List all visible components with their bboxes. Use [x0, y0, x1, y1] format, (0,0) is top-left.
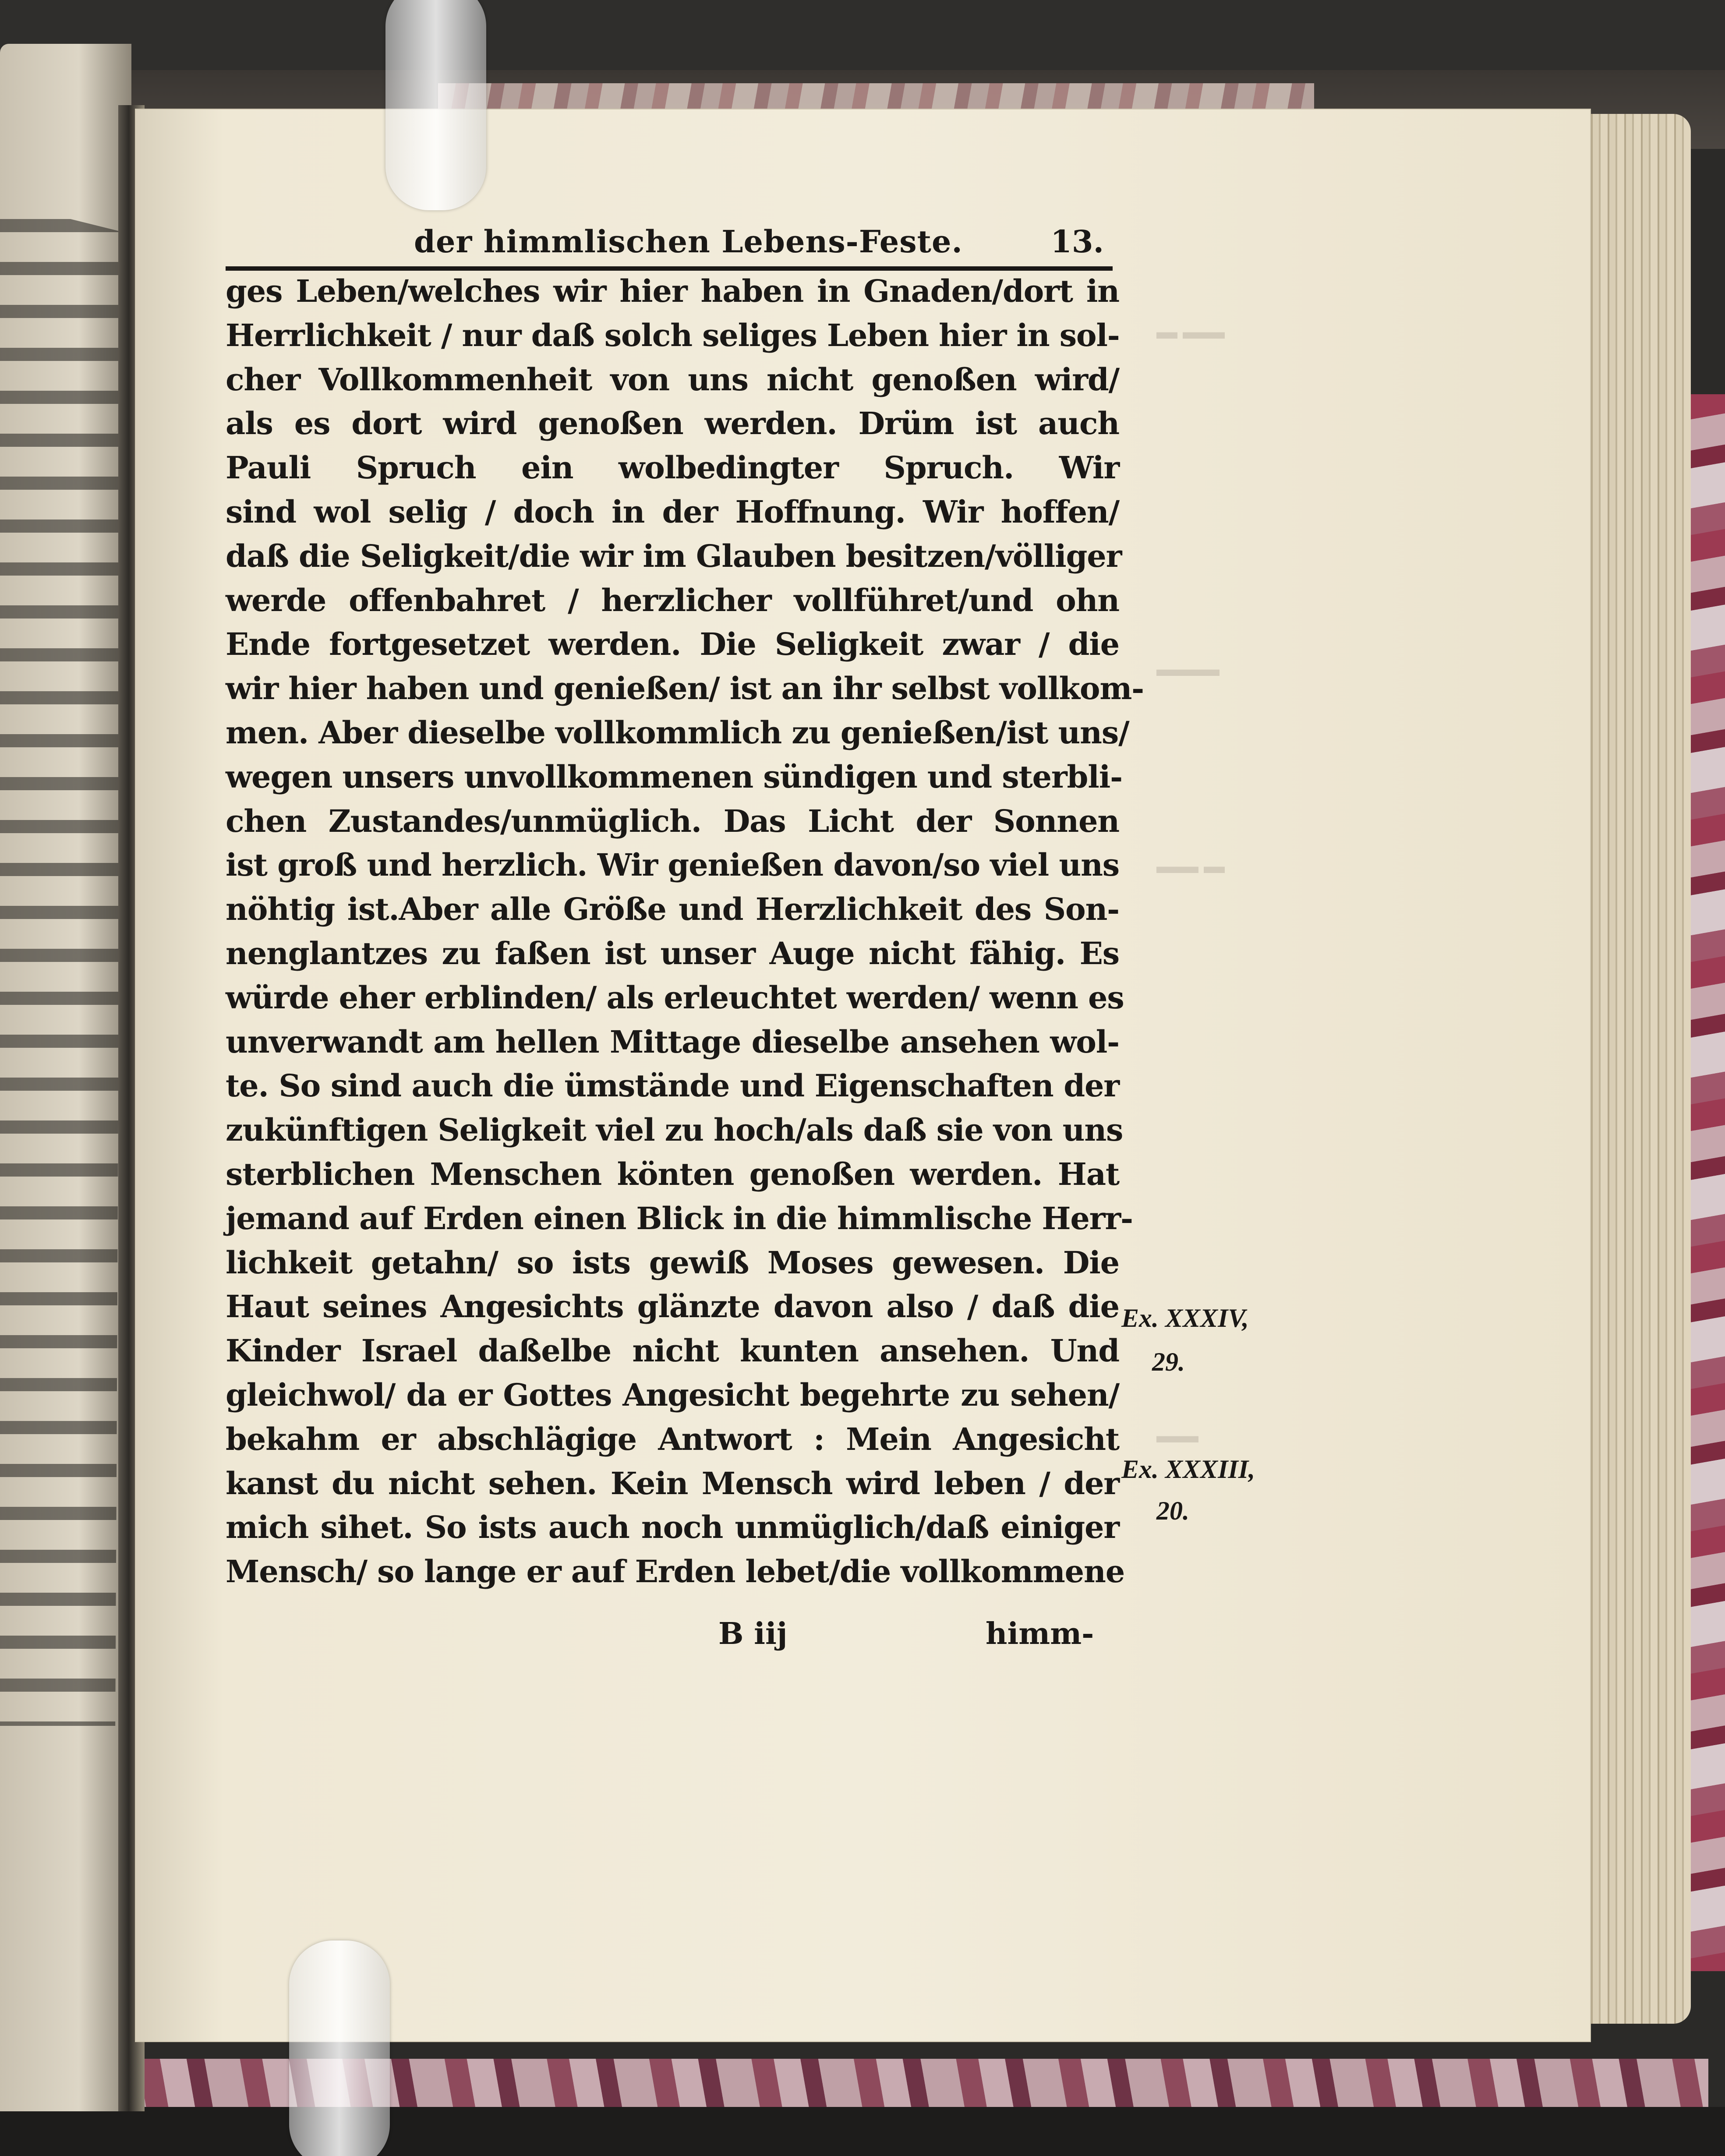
- text-line: mich sihet. So ists auch noch unmüglich/daß einiger: [226, 1509, 1119, 1546]
- text-line: Kinder Israel daßelbe nicht kunten ansehen. Und: [226, 1332, 1119, 1369]
- text-line: jemand auf Erden einen Blick in die himmlische Herr-: [226, 1200, 1133, 1237]
- text-line: bekahm er abschlägige Antwort : Mein Angesicht: [226, 1421, 1119, 1457]
- text-line: nöhtig ist.Aber alle Größe und Herzlichkeit des Son-: [226, 891, 1119, 928]
- show-through: ▬▬: [1156, 1424, 1198, 1447]
- text-line: ist groß und herzlich. Wir genießen davon/so viel uns: [226, 847, 1119, 884]
- text-line: gleichwol/ da er Gottes Angesicht begehrte zu sehen/: [226, 1376, 1119, 1413]
- text-line: chen Zustandes/unmüglich. Das Licht der Sonnen: [226, 802, 1119, 839]
- running-title: der himmlischen Lebens-Feste.: [414, 223, 963, 260]
- margin-note-verse: 20.: [1156, 1496, 1189, 1525]
- margin-note-reference: Ex. XXXIV,: [1121, 1304, 1249, 1332]
- acrylic-page-clip-bottom: [289, 1940, 390, 2156]
- background-bottom: [0, 2107, 1725, 2156]
- left-page: [0, 44, 131, 2111]
- text-line: ges Leben/welches wir hier haben in Gnaden/dort in: [226, 273, 1119, 309]
- text-line: Herrlichkeit / nur daß solch seliges Leben hier in sol-: [226, 317, 1120, 353]
- running-head: [226, 223, 1113, 267]
- show-through: ▬ ▬▬: [1156, 320, 1225, 343]
- text-line: men. Aber dieselbe vollkommlich zu genießen/ist uns/: [226, 714, 1129, 751]
- text-line: cher Vollkommenheit von uns nicht genoßen wird/: [226, 361, 1119, 398]
- text-line: Pauli Spruch ein wolbedingter Spruch. Wir: [226, 449, 1119, 486]
- text-line: zukünftigen Seligkeit viel zu hoch/als daß sie von uns: [226, 1112, 1123, 1149]
- text-line: sterblichen Menschen könten genoßen werden. Hat: [226, 1156, 1119, 1192]
- background-top: [0, 0, 1725, 72]
- text-line: unverwandt am hellen Mittage dieselbe ansehen wol-: [226, 1023, 1119, 1060]
- left-page-text-fragment: [0, 201, 123, 1726]
- page-number: 13.: [1050, 223, 1104, 260]
- text-line: wir hier haben und genießen/ ist an ihr selbst vollkom-: [226, 670, 1144, 707]
- body-text: [226, 269, 1144, 1594]
- text-line: werde offenbahret / herzlicher vollführet/und ohn: [226, 582, 1119, 619]
- margin-note-verse: 29.: [1152, 1347, 1185, 1376]
- text-line: kanst du nicht sehen. Kein Mensch wird leben / der: [226, 1465, 1119, 1502]
- signature-mark: B iij: [718, 1616, 788, 1651]
- text-line: nenglantzes zu faßen ist unser Auge nicht fähig. Es: [226, 935, 1119, 972]
- text-line: würde eher erblinden/ als erleuchtet werden/ wenn es: [226, 979, 1124, 1016]
- text-line: sind wol selig / doch in der Hoffnung. Wir hoffen/: [226, 493, 1119, 530]
- text-line: Ende fortgesetzet werden. Die Seligkeit zwar / die: [226, 626, 1119, 663]
- text-line: als es dort wird genoßen werden. Drüm ist auch: [226, 405, 1119, 442]
- margin-note-reference: Ex. XXXIII,: [1121, 1455, 1255, 1484]
- text-line: daß die Seligkeit/die wir im Glauben besitzen/völliger: [226, 537, 1122, 574]
- show-through: ▬▬ ▬: [1156, 855, 1225, 878]
- text-line: lichkeit getahn/ so ists gewiß Moses gewesen. Die: [226, 1244, 1119, 1281]
- text-line: Mensch/ so lange er auf Erden lebet/die vollkommene: [226, 1553, 1125, 1590]
- text-line: wegen unsers unvollkommenen sündigen und sterbli-: [226, 758, 1122, 795]
- show-through: ▬▬▬: [1156, 657, 1220, 681]
- catchword: himm-: [986, 1616, 1094, 1651]
- text-line: te. So sind auch die ümstände und Eigenschaften der: [226, 1067, 1119, 1104]
- acrylic-page-clip-top: [385, 0, 486, 210]
- text-line: Haut seines Angesichts glänzte davon also / daß die: [226, 1288, 1119, 1325]
